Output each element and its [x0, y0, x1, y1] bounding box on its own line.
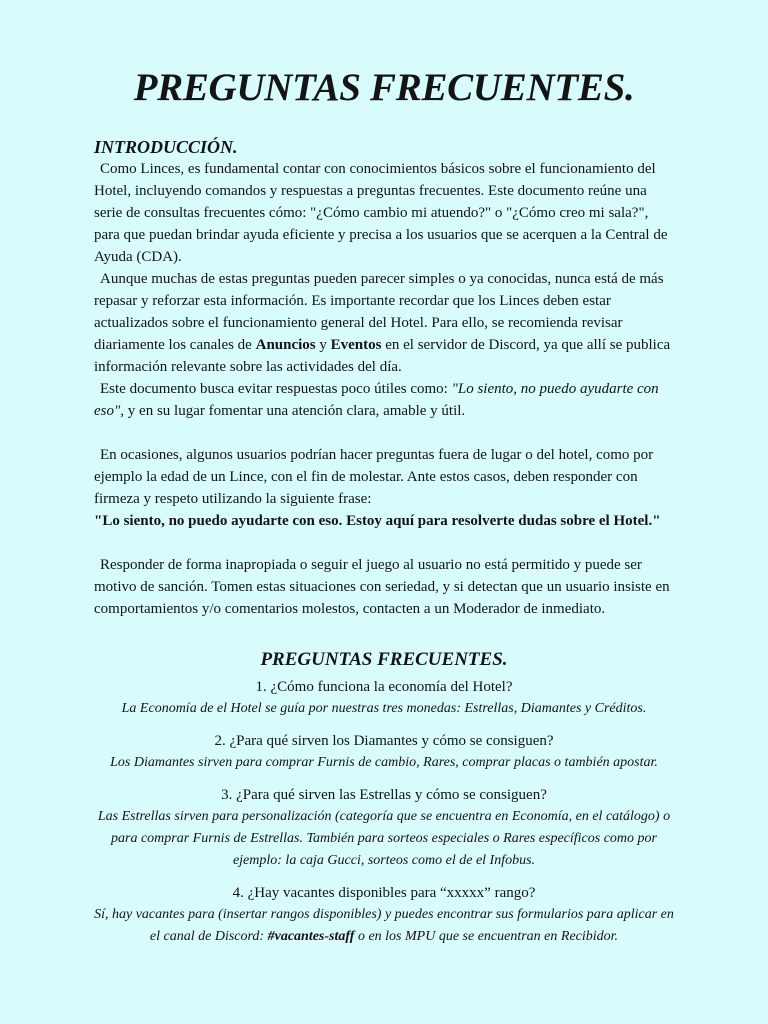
faq-answer: Las Estrellas sirven para personalización (categoría que se encuentra en Economía, en el catálogo) o para comprar Furnis de Estrellas. También para sorteos especiales o Rares específicos como por ejemplo: la caja Gucci, sorteos como el de el Infobus. — [97, 809, 671, 868]
intro-heading: INTRODUCCIÓN. — [94, 137, 238, 157]
intro-paragraph-2-text-a: Aunque muchas de estas preguntas pueden parecer simples o ya conocidas, nunca está de más repasar y reforzar esta información. Es importante recordar que los Linces deben estar actualizados sobre el funcionamiento general del Hotel. Para ello, se recomienda revisar diariamente los canales de — [94, 271, 664, 353]
faq-item-stars — [94, 784, 674, 872]
intro-paragraph-3 — [94, 378, 674, 422]
faq-item-vacancies — [94, 882, 674, 948]
faq-answer — [94, 904, 674, 948]
intro-paragraph-4: En ocasiones, algunos usuarios podrían hacer preguntas fuera de lugar o del hotel, como por ejemplo la edad de un Lince, con el fin de molestar. Ante estos casos, deben responder con firmeza y respeto utilizando la siguiente frase: — [94, 447, 654, 507]
faq-item-economy — [94, 676, 674, 720]
anuncios-channel-name: Anuncios — [255, 337, 316, 353]
page-title: PREGUNTAS FRECUENTES. — [133, 66, 635, 109]
unhelpful-reply-quote: "Lo siento, no puedo ayudarte con eso" — [94, 381, 659, 419]
intro-paragraph-2-and: y — [315, 337, 331, 353]
faq-answer-text-a: Sí, hay vacantes para (insertar rangos disponibles) y puedes encontrar sus formularios para aplicar en el canal de Discord: — [94, 907, 674, 944]
faq-question: 2. ¿Para qué sirven los Diamantes y cómo se consiguen? — [214, 733, 554, 749]
faq-question: 4. ¿Hay vacantes disponibles para “xxxxx” rango? — [232, 885, 536, 901]
intro-paragraph-1: Como Linces, es fundamental contar con conocimientos básicos sobre el funcionamiento del Hotel, incluyendo comandos y respuestas a preguntas frecuentes. Este documento reúne una serie de consultas frecuentes cómo: "¿Cómo cambio mi atuendo?" o "¿Cómo creo mi sala?", para que puedan brindar ayuda eficiente y precisa a los usuarios que se acerquen a la Central de Ayuda (CDA). — [94, 161, 668, 265]
intro-paragraph-3-text-a: Este documento busca evitar respuestas poco útiles como: — [100, 381, 452, 397]
intro-paragraph-2 — [94, 268, 674, 378]
vacantes-staff-channel: #vacantes-staff — [267, 929, 355, 944]
intro-paragraph-2-text-b: en el servidor de Discord, ya que allí se publica información relevante sobre las actividades del día. — [94, 337, 671, 375]
faq-answer: Los Diamantes sirven para comprar Furnis de cambio, Rares, comprar placas o también apostar. — [110, 755, 658, 770]
faq-answer-text-b: o en los MPU que se encuentran en Recibidor. — [354, 929, 619, 944]
paragraph-spacer — [94, 532, 674, 554]
faq-heading: PREGUNTAS FRECUENTES. — [260, 649, 508, 670]
faq-answer: La Economía de el Hotel se guía por nuestras tres monedas: Estrellas, Diamantes y Créditos. — [121, 701, 647, 716]
paragraph-spacer — [94, 422, 674, 444]
faq-question: 1. ¿Cómo funciona la economía del Hotel? — [255, 679, 513, 695]
eventos-channel-name: Eventos — [330, 337, 382, 353]
faq-item-diamonds — [94, 730, 674, 774]
intro-paragraph-3-text-b: , y en su lugar fomentar una atención clara, amable y útil. — [120, 403, 466, 419]
faq-question: 3. ¿Para qué sirven las Estrellas y cómo se consiguen? — [221, 787, 547, 803]
standard-reply-phrase: "Lo siento, no puedo ayudarte con eso. Estoy aquí para resolverte dudas sobre el Hotel." — [94, 513, 661, 529]
intro-paragraph-5: Responder de forma inapropiada o seguir el juego al usuario no está permitido y puede ser motivo de sanción. Tomen estas situaciones con seriedad, y si detectan que un usuario insiste en comportamientos y/o comentarios molestos, contacten a un Moderador de inmediato. — [94, 557, 670, 617]
